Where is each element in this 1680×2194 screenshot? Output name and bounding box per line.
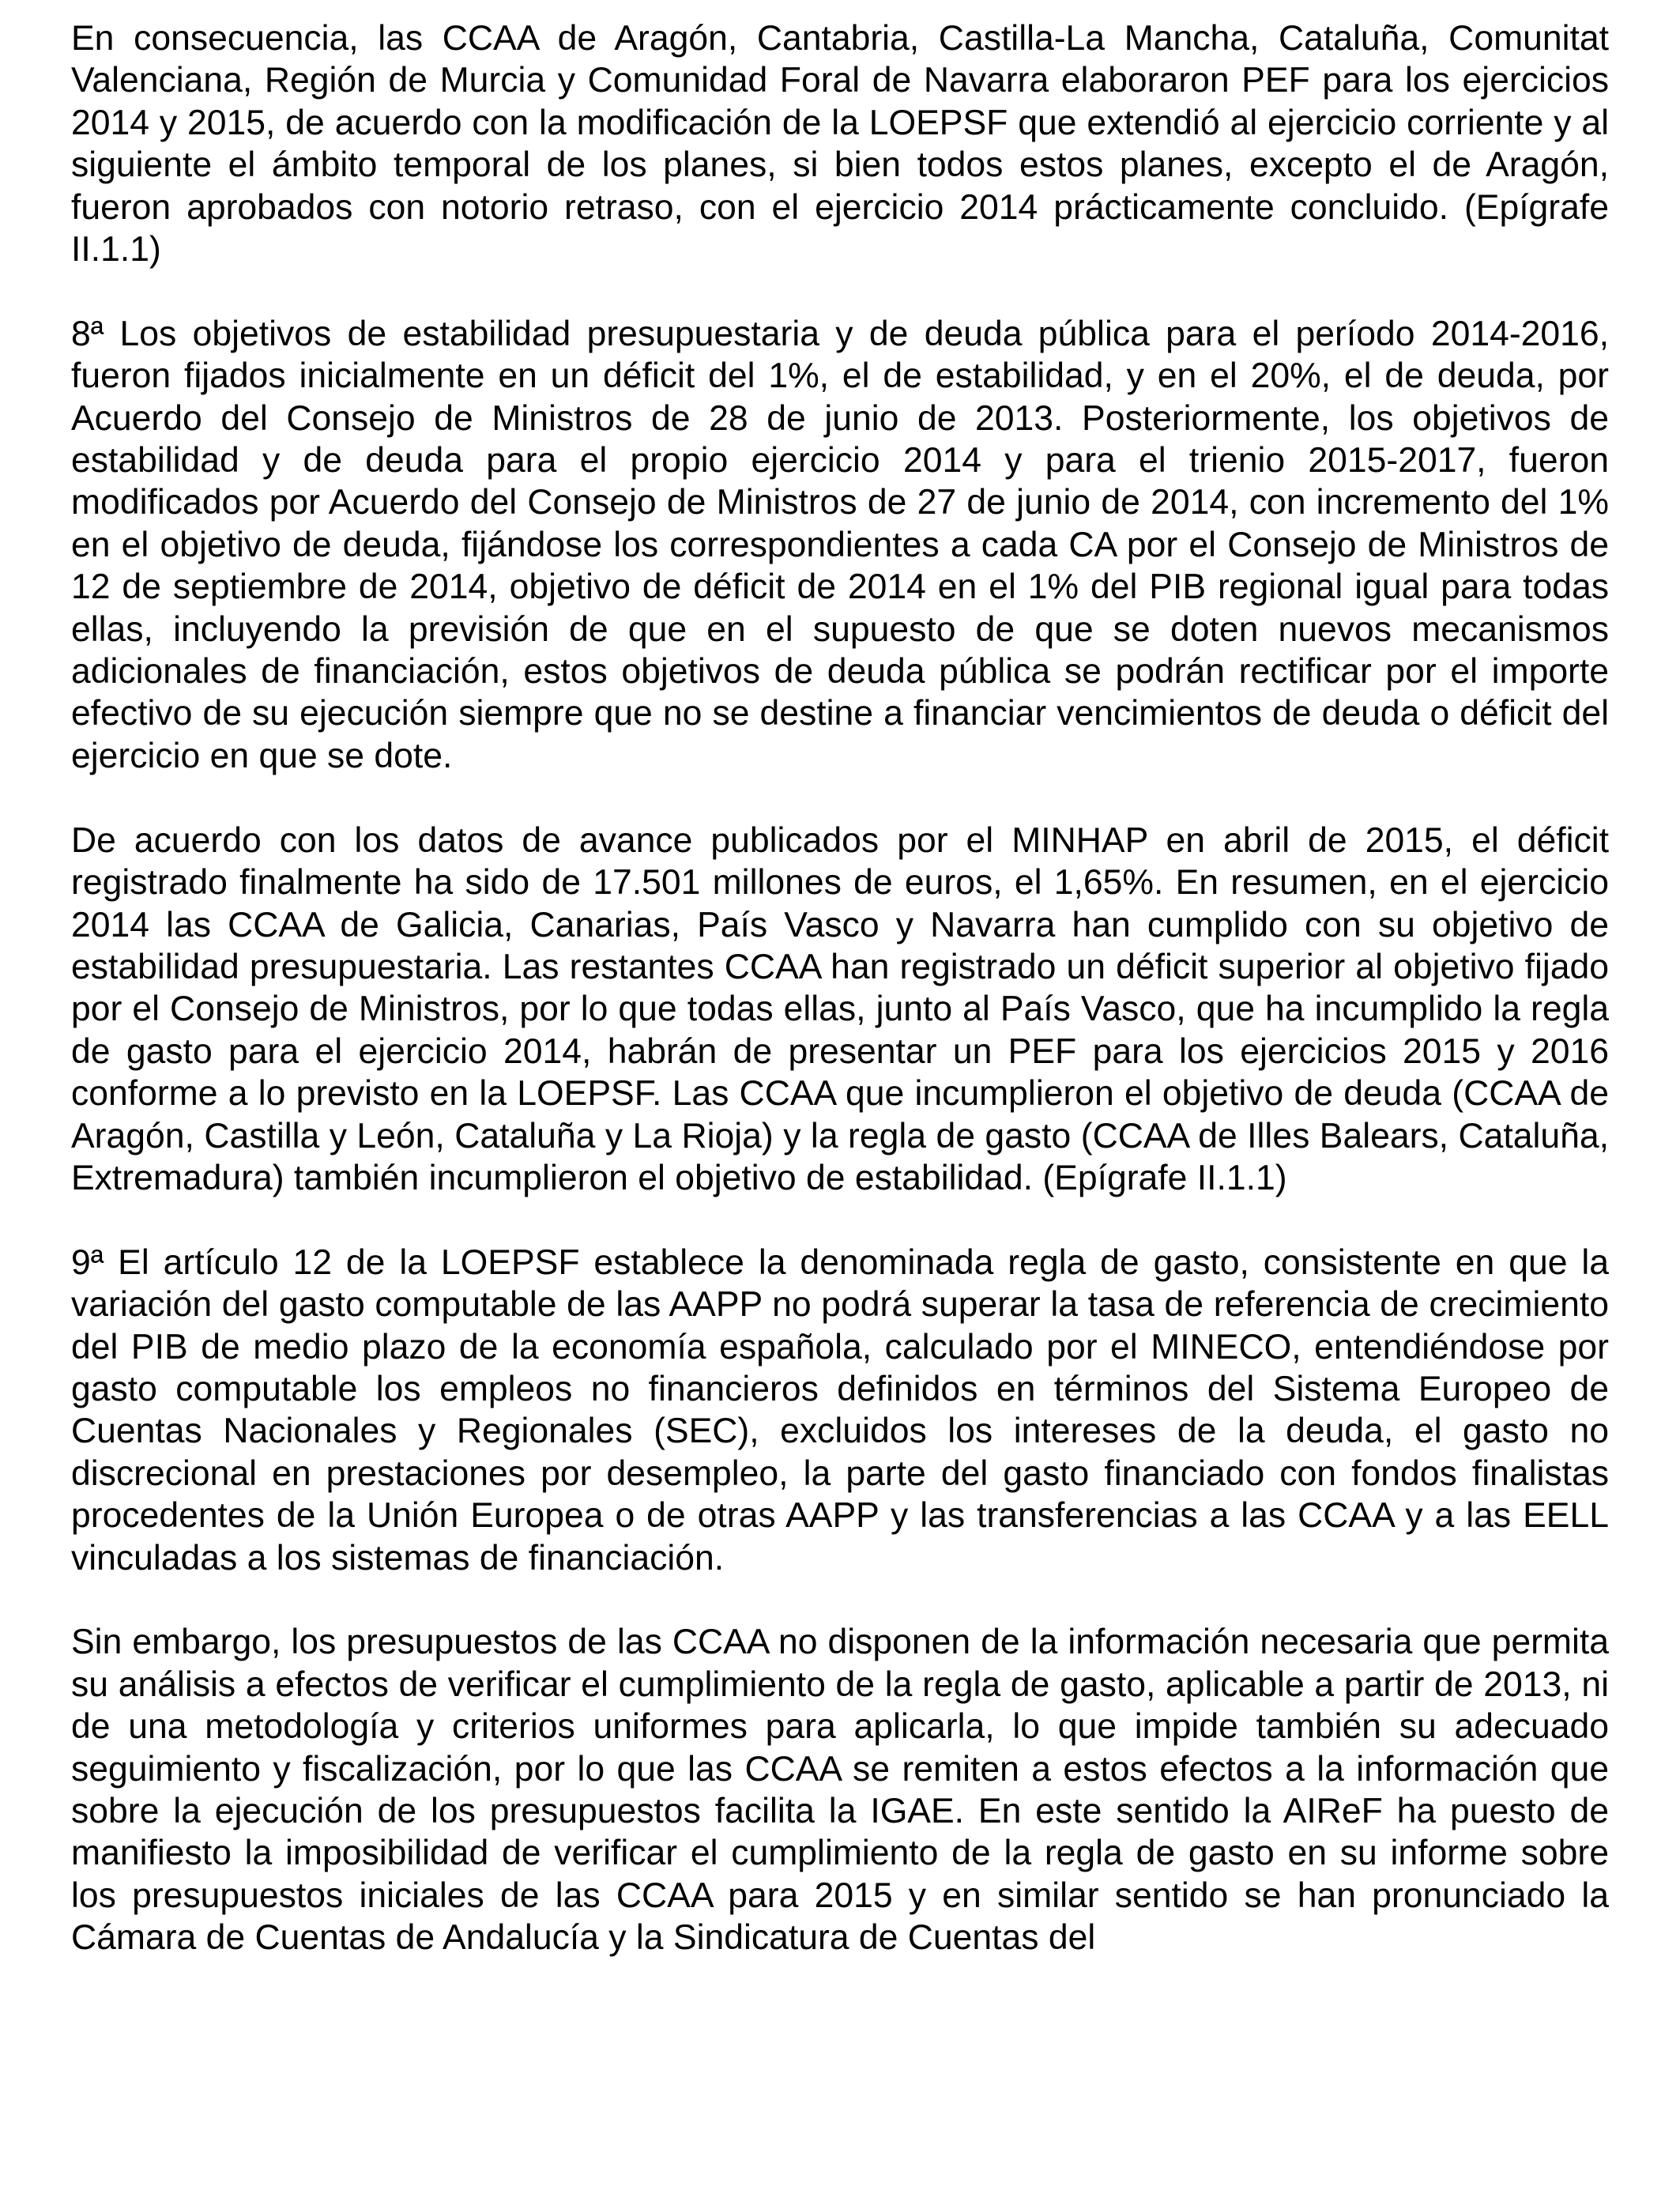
paragraph-8-objetivos: 8ª Los objetivos de estabilidad presupuestaria y de deuda pública para el período 2014-2016, fueron fijados inicialmente en un déficit del 1%, el de estabilidad, y en el 20%, el de deuda, por Acuerdo del Consejo de Ministros de 28 de junio de 2013. Posteriormente, los objetivos de estabilidad y de deuda para el propio ejercicio 2014 y para el trienio 2015-2017, fueron modificados por Acuerdo del Consejo de Ministros de 27 de junio de 2014, con incremento del 1% en el objetivo de deuda, fijándose los correspondientes a cada CA por el Consejo de Ministros de 12 de septiembre de 2014, objetivo de déficit de 2014 en el 1% del PIB regional igual para todas ellas, incluyendo la previsión de que en el supuesto de que se doten nuevos mecanismos adicionales de financiación, estos objetivos de deuda pública se podrán rectificar por el importe efectivo de su ejecución siempre que no se destine a financiar vencimientos de deuda o déficit del ejercicio en que se dote. [71, 314, 1609, 775]
paragraph-pef-planes: En consecuencia, las CCAA de Aragón, Cantabria, Castilla-La Mancha, Cataluña, Comunitat Valenciana, Región de Murcia y Comunidad Foral de Navarra elaboraron PEF para los ejercicios 2014 y 2015, de acuerdo con la modificación de la LOEPSF que extendió al ejercicio corriente y al siguiente el ámbito temporal de los planes, si bien todos estos planes, excepto el de Aragón, fueron aprobados con notorio retraso, con el ejercicio 2014 prácticamente concluido. (Epígrafe II.1.1) [71, 19, 1609, 270]
paragraph-deficit-registrado: De acuerdo con los datos de avance publicados por el MINHAP en abril de 2015, el déficit registrado finalmente ha sido de 17.501 millones de euros, el 1,65%. En resumen, en el ejercicio 2014 las CCAA de Galicia, Canarias, País Vasco y Navarra han cumplido con su objetivo de estabilidad presupuestaria. Las restantes CCAA han registrado un déficit superior al objetivo fijado por el Consejo de Ministros, por lo que todas ellas, junto al País Vasco, que ha incumplido la regla de gasto para el ejercicio 2014, habrán de presentar un PEF para los ejercicios 2015 y 2016 conforme a lo previsto en la LOEPSF. Las CCAA que incumplieron el objetivo de deuda (CCAA de Aragón, Castilla y León, Cataluña y La Rioja) y la regla de gasto (CCAA de Illes Balears, Cataluña, Extremadura) también incumplieron el objetivo de estabilidad. (Epígrafe II.1.1) [71, 820, 1609, 1197]
paragraph-sin-embargo: Sin embargo, los presupuestos de las CCAA no disponen de la información necesaria que permita su análisis a efectos de verificar el cumplimiento de la regla de gasto, aplicable a partir de 2013, ni de una metodología y criterios uniformes para aplicarla, lo que impide también su adecuado seguimiento y fiscalización, por lo que las CCAA se remiten a estos efectos a la información que sobre la ejecución de los presupuestos facilita la IGAE. En este sentido la AIReF ha puesto de manifiesto la imposibilidad de verificar el cumplimiento de la regla de gasto en su informe sobre los presupuestos iniciales de las CCAA para 2015 y en similar sentido se han pronunciado la Cámara de Cuentas de Andalucía y la Sindicatura de Cuentas del [71, 1623, 1609, 1958]
document-page [71, 17, 1609, 1959]
paragraph-9-regla-gasto: 9ª El artículo 12 de la LOEPSF establece la denominada regla de gasto, consistente en que la variación del gasto computable de las AAPP no podrá superar la tasa de referencia de crecimiento del PIB de medio plazo de la economía española, calculado por el MINECO, entendiéndose por gasto computable los empleos no financieros definidos en términos del Sistema Europeo de Cuentas Nacionales y Regionales (SEC), excluidos los intereses de la deuda, el gasto no discrecional en prestaciones por desempleo, la parte del gasto financiado con fondos finalistas procedentes de la Unión Europea o de otras AAPP y las transferencias a las CCAA y a las EELL vinculadas a los sistemas de financiación. [71, 1242, 1609, 1578]
